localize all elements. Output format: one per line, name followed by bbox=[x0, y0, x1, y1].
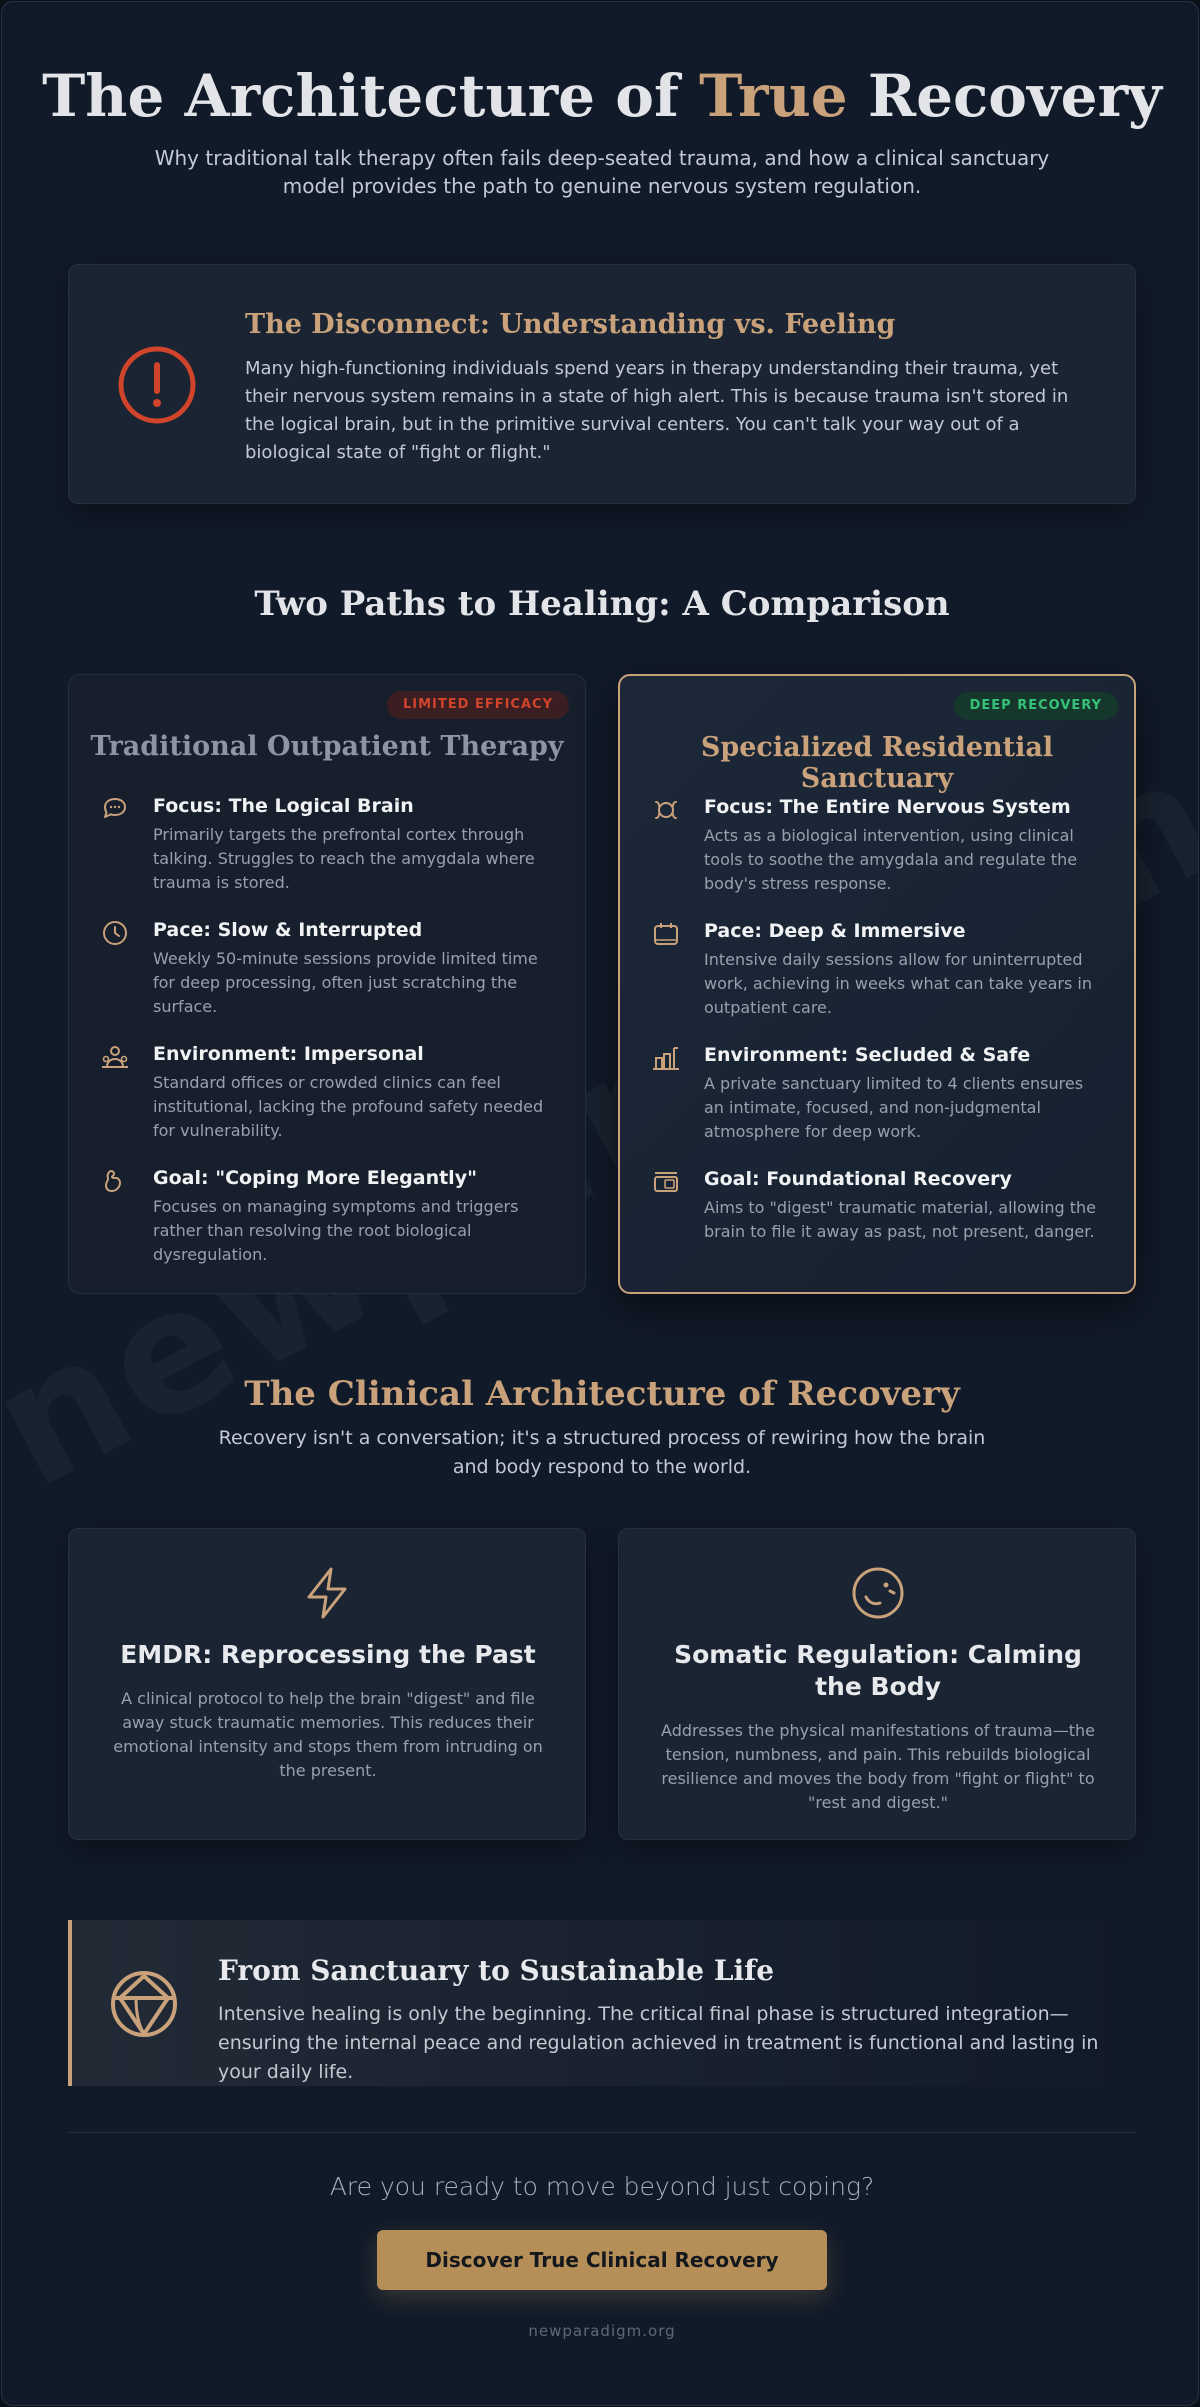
architecture-title: The Clinical Architecture of Recovery bbox=[244, 1374, 960, 1414]
sanctuary-callout bbox=[68, 1920, 1136, 2086]
page-title bbox=[2, 62, 1199, 130]
calendar-icon bbox=[652, 920, 680, 948]
emdr-body: A clinical protocol to help the brain "digest" and file away stuck traumatic memories. This reduces their emotional intensity and stops them from intruding on the present. bbox=[113, 1689, 543, 1780]
disconnect-card bbox=[68, 264, 1136, 504]
limited-efficacy-badge: LIMITED EFFICACY bbox=[387, 691, 569, 719]
somatic-body: Addresses the physical manifestations of trauma—the tension, numbness, and pain. This rebuilds biological resilience and moves the body from "fight or flight" to "rest and digest." bbox=[661, 1721, 1095, 1812]
disconnect-title: The Disconnect: Understanding vs. Feeling bbox=[245, 309, 896, 340]
bandage-hand-icon bbox=[101, 1167, 129, 1195]
point-title: Pace: Slow & Interrupted bbox=[153, 919, 423, 941]
title-accent: True bbox=[699, 62, 848, 130]
nervous-system-icon bbox=[652, 796, 680, 824]
point-title: Pace: Deep & Immersive bbox=[704, 920, 966, 942]
point-title: Environment: Impersonal bbox=[153, 1043, 424, 1065]
point-title: Focus: The Logical Brain bbox=[153, 795, 414, 817]
page-frame bbox=[1, 1, 1199, 2406]
page-subtitle: Why traditional talk therapy often fails deep-seated trauma, and how a clinical sanctuary model provides the path to genuine nervous system regulation. bbox=[154, 146, 1050, 198]
people-icon bbox=[101, 1043, 129, 1071]
point-body: Primarily targets the prefrontal cortex through talking. Struggles to reach the amygdala where trauma is stored. bbox=[153, 825, 535, 892]
point-body: Aims to "digest" traumatic material, allowing the brain to file it away as past, not present, danger. bbox=[704, 1198, 1096, 1241]
site-url: newparadigm.org bbox=[528, 2322, 676, 2340]
point-body: A private sanctuary limited to 4 clients ensures an intimate, focused, and non-judgmental atmosphere for deep work. bbox=[704, 1074, 1084, 1141]
discover-recovery-button[interactable]: Discover True Clinical Recovery bbox=[377, 2230, 827, 2290]
chat-bubble-icon bbox=[101, 795, 129, 823]
point-body: Weekly 50-minute sessions provide limited time for deep processing, often just scratching the surface. bbox=[153, 949, 538, 1016]
disconnect-body: Many high-functioning individuals spend years in therapy understanding their trauma, yet their nervous system remains in a state of high alert. This is because trauma isn't stored in the logical brain, but in the primitive survival centers. You can't talk your way out of a biological state of "fight or flight." bbox=[245, 358, 1069, 463]
somatic-card bbox=[618, 1528, 1136, 1840]
point-body: Standard offices or crowded clinics can feel institutional, lacking the profound safety needed for vulnerability. bbox=[153, 1073, 544, 1140]
traditional-card bbox=[68, 674, 586, 1294]
point-body: Intensive daily sessions allow for uninterrupted work, achieving in weeks what can take years in outpatient care. bbox=[704, 950, 1092, 1017]
alert-circle-icon bbox=[117, 345, 197, 425]
somatic-title: Somatic Regulation: Calming the Body bbox=[674, 1640, 1082, 1701]
title-end: Recovery bbox=[847, 62, 1162, 130]
globe-compass-icon bbox=[108, 1968, 180, 2040]
residential-title: Specialized Residential Sanctuary bbox=[700, 732, 1054, 794]
building-icon bbox=[652, 1044, 680, 1072]
clock-icon bbox=[101, 919, 129, 947]
residential-card bbox=[618, 674, 1136, 1294]
deep-recovery-badge: DEEP RECOVERY bbox=[954, 692, 1118, 720]
point-body: Acts as a biological intervention, using clinical tools to soothe the amygdala and regulate the body's stress response. bbox=[704, 826, 1078, 893]
point-title: Focus: The Entire Nervous System bbox=[704, 796, 1071, 818]
lightning-icon bbox=[300, 1565, 356, 1621]
title-start: The Architecture of bbox=[42, 62, 700, 130]
cta-question: Are you ready to move beyond just coping? bbox=[329, 2172, 875, 2201]
sanctuary-body: Intensive healing is only the beginning. The critical final phase is structured integration—ensuring the internal peace and regulation achieved in treatment is functional and lasting in your daily life. bbox=[218, 2003, 1099, 2083]
smile-icon bbox=[850, 1565, 906, 1621]
emdr-title: EMDR: Reprocessing the Past bbox=[120, 1640, 536, 1669]
point-body: Focuses on managing symptoms and triggers rather than resolving the root biological dysregulation. bbox=[153, 1197, 519, 1264]
point-title: Environment: Secluded & Safe bbox=[704, 1044, 1031, 1066]
architecture-subtitle: Recovery isn't a conversation; it's a structured process of rewiring how the brain and body respond to the world. bbox=[218, 1427, 986, 1478]
archive-box-icon bbox=[652, 1168, 680, 1196]
point-title: Goal: Foundational Recovery bbox=[704, 1168, 1012, 1190]
emdr-card bbox=[68, 1528, 586, 1840]
sanctuary-title: From Sanctuary to Sustainable Life bbox=[218, 1954, 775, 1987]
divider bbox=[68, 2132, 1136, 2133]
traditional-title: Traditional Outpatient Therapy bbox=[90, 731, 564, 762]
point-title: Goal: "Coping More Elegantly" bbox=[153, 1167, 477, 1189]
comparison-title: Two Paths to Healing: A Comparison bbox=[254, 584, 950, 624]
